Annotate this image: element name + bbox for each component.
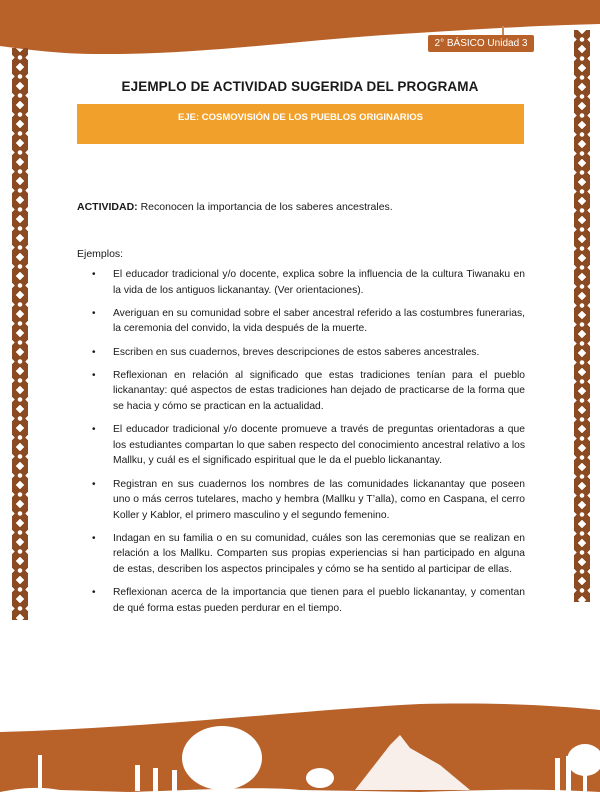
list-item: • El educador tradicional y/o docente, explica sobre la influencia de la cultura Tiwanaku en la vida de los antiguos lickanantay. (Ver orientaciones). — [92, 269, 525, 296]
bullet-icon: • — [92, 478, 96, 490]
bullet-icon: • — [92, 346, 96, 358]
eje-banner: EJE: COSMOVISIÓN DE LOS PUEBLOS ORIGINARIOS — [77, 104, 524, 144]
bullet-icon: • — [92, 307, 96, 319]
list-item: • Reflexionan acerca de la importancia que tienen para el pueblo lickanantay, y comentan de qué forma estas pueden perdurar en el tiempo. — [92, 587, 525, 614]
activity-label: ACTIVIDAD: — [77, 201, 138, 213]
right-decorative-border — [574, 30, 590, 602]
bullet-icon: • — [92, 369, 96, 381]
list-item: • El educador tradicional y/o docente promueve a través de preguntas orientadoras a que los estudiantes compartan lo que saben respecto del conocimiento ancestral relativo a los Mallku, y cuál es el significado espiritual que le da el pueblo lickanantay. — [92, 424, 525, 467]
bullet-icon: • — [92, 424, 96, 436]
activity-line — [77, 201, 393, 213]
list-item: • Escriben en sus cuadernos, breves descripciones de estos saberes ancestrales. — [77, 345, 525, 361]
bullet-icon: • — [92, 532, 96, 544]
grade-unit-badge: 2° BÁSICO Unidad 3 — [428, 35, 534, 52]
examples-list — [77, 267, 525, 624]
bullet-icon: • — [92, 269, 96, 280]
list-item: • Registran en sus cuadernos los nombres de las comunidades lickanantay que poseen uno o más cerros tutelares, macho y hembra (Mallku y T’alla), como en Caspana, el cerro Koller y Kablor, el primero masculino y el segundo femenino. — [92, 478, 525, 521]
list-item: • Reflexionan en relación al significado que estas tradiciones tenían para el pueblo lickanantay: qué aspectos de estas tradiciones han dejado de practicarse de la forma que se hacia y cómo se practican en la actualidad. — [92, 369, 525, 412]
list-item: • Averiguan en su comunidad sobre el saber ancestral referido a las costumbres funerarias, la ceremonia del convido, la vida después de la muerte. — [92, 307, 525, 335]
page-title: EJEMPLO DE ACTIVIDAD SUGERIDA DEL PROGRAMA — [121, 79, 479, 94]
examples-label: Ejemplos: — [77, 248, 124, 260]
list-item: • Indagan en su familia o en su comunidad, cuáles son las ceremonias que se realizan en relación a los Mallku. Comparten sus propias experiencias si han participado en alguna de estas, describen los aspectos principales y cómo se ha sentido al participar de ellas. — [92, 532, 525, 576]
footer-landscape-illustration — [0, 640, 600, 800]
activity-text: Reconocen la importancia de los saberes ancestrales. — [137, 201, 393, 213]
left-decorative-border — [12, 48, 28, 620]
bullet-icon: • — [92, 587, 96, 599]
